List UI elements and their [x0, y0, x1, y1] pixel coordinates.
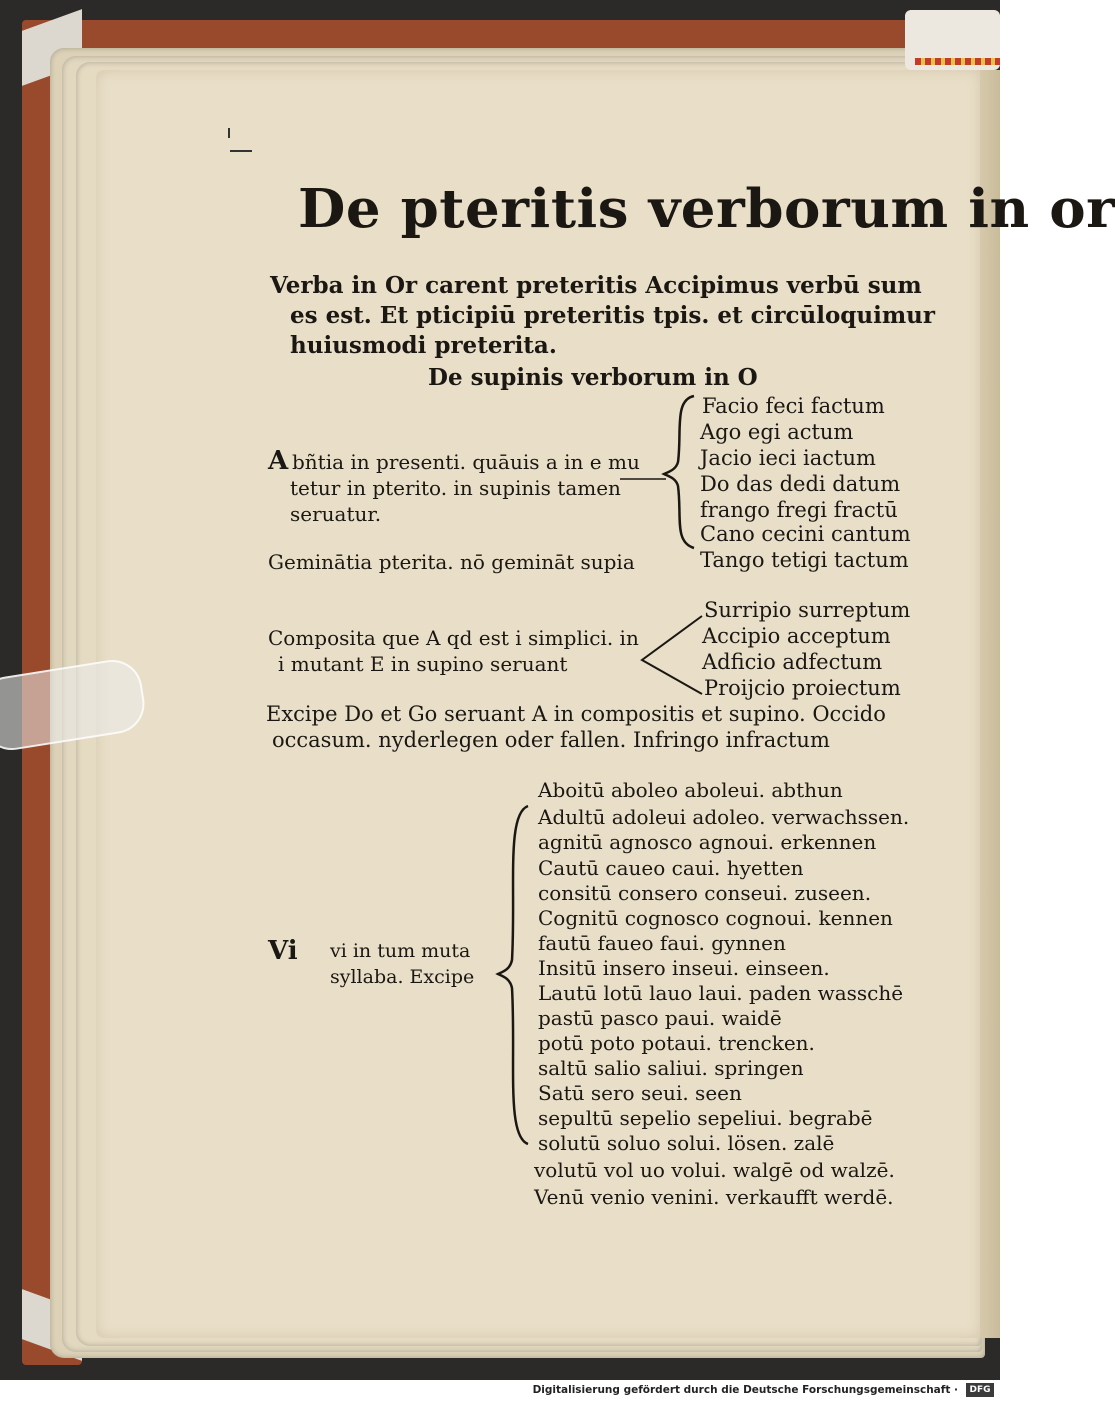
excipe-line: occasum. nyderlegen oder fallen. Infringo infractum [272, 728, 830, 752]
intro-line: Verba in Or carent preteritis Accipimus verbū sum [270, 272, 922, 299]
example-line: Tango tetigi tactum [700, 548, 909, 572]
pointer-line [620, 474, 670, 484]
footer-separator: · [954, 1384, 958, 1396]
footer-credit-text: Digitalisierung gefördert durch die Deutsche Forschungsgemeinschaft [532, 1384, 951, 1396]
rule-line: tetur in pterito. in supinis tamen [290, 476, 621, 500]
rule-line: i mutant E in supino seruant [278, 652, 568, 676]
example-line: Ago egi actum [700, 420, 854, 444]
example-line: Adficio adfectum [702, 650, 883, 674]
example-line: agnitū agnosco agnoui. erkennen [538, 830, 877, 854]
intro-line: huiusmodi preterita. [290, 332, 557, 359]
section-initial: Vi [268, 936, 298, 966]
example-line: Surripio surreptum [704, 598, 911, 622]
example-line: Lautū lotū lauo laui. paden wasschē [538, 981, 904, 1005]
example-line: Do das dedi datum [700, 472, 901, 496]
example-line: sepultū sepelio sepeliui. begrabē [538, 1106, 873, 1130]
example-line: potū poto potaui. trencken. [538, 1031, 815, 1055]
example-line: Cano cecini cantum [700, 522, 911, 546]
example-line: Cognitū cognosco cognoui. kennen [538, 906, 893, 930]
rule-line: seruatur. [290, 502, 382, 526]
curly-brace-large [494, 800, 534, 1150]
example-line: Satū sero seui. seen [538, 1081, 742, 1105]
page-heading: De pteritis verborum in or [298, 178, 1115, 240]
rule-line: syllaba. Excipe [330, 966, 475, 988]
angle-bracket [636, 610, 708, 700]
example-line: Cautū caueo caui. hyetten [538, 856, 804, 880]
example-line: consitū consero conseui. zuseen. [538, 881, 872, 905]
geminantia-rule: Geminātia pterita. nō gemināt supia [268, 550, 635, 574]
example-line: Venū venio venini. verkaufft werdē. [534, 1185, 894, 1209]
example-line: Jacio ieci iactum [700, 446, 876, 470]
example-line: Aboitū aboleo aboleui. abthun [538, 778, 843, 802]
excipe-line: Excipe Do et Go seruant A in compositis et supino. Occido [266, 702, 886, 726]
margin-mark [230, 150, 252, 152]
rule-line: bñtia in presenti. quāuis a in e mu [292, 450, 640, 474]
section-initial: A [268, 446, 289, 476]
intro-line: es est. Et pticipiū preteritis tpis. et circūloquimur [290, 302, 936, 329]
example-line: Insitū insero inseui. einseen. [538, 956, 830, 980]
footer-credit [533, 1384, 958, 1396]
example-line: pastū pasco paui. waidē [538, 1006, 782, 1030]
margin-mark [228, 128, 230, 138]
example-line: Accipio acceptum [702, 624, 891, 648]
footer-bar [0, 1380, 1000, 1402]
example-line: solutū soluo solui. lösen. zalē [538, 1131, 835, 1155]
example-line: Adultū adoleui adoleo. verwachssen. [538, 805, 910, 829]
curly-brace [660, 392, 700, 552]
example-line: fautū faueo faui. gynnen [538, 931, 786, 955]
example-line: volutū vol uo volui. walgē od walzē. [534, 1158, 895, 1182]
rule-line: vi in tum muta [330, 940, 471, 962]
example-line: frango fregi fractū [700, 498, 898, 522]
subheading: De supinis verborum in O [428, 364, 758, 391]
example-line: saltū salio saliui. springen [538, 1056, 804, 1080]
dfg-logo-icon: DFG [966, 1383, 994, 1397]
example-line: Facio feci factum [702, 394, 885, 418]
rule-line: Composita que A qd est i simplici. in [268, 626, 639, 650]
bookmark-band [915, 58, 1000, 65]
example-line: Proijcio proiectum [704, 676, 901, 700]
